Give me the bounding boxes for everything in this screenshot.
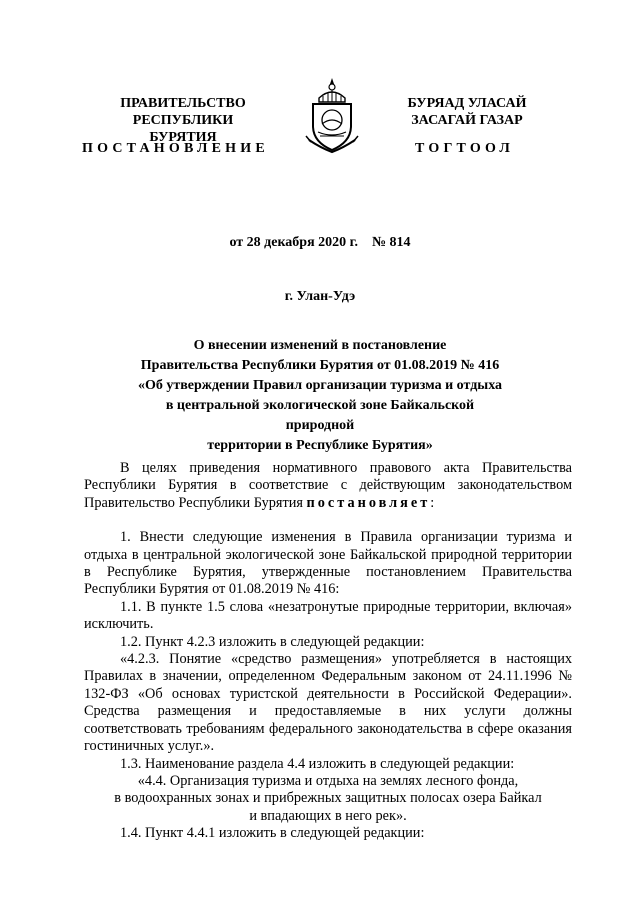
doc-type-buryat: ТОГТООЛ	[415, 141, 515, 156]
quote-line-1: «4.4. Организация туризма и отдыха на землях лесного фонда,	[137, 772, 519, 789]
paragraph-1: 1. Внести следующие изменения в Правила организации туризма и отдыха в центральной экологической зоне Байкальской природной территории в Республике Бурятия, утвержденные постановлением Правительства Республики Бурятия от 01.08.2019 № 416:	[84, 529, 572, 598]
resolves-word: постановляет	[306, 494, 431, 511]
preamble-text: В целях приведения нормативного правового акта Правительства Республики Бурятия в соответствие с действующим законодательством Правительство Республики Бурятия	[84, 460, 572, 511]
title-line-2: Правительства Республики Бурятия от 01.08.2019 № 416	[140, 358, 500, 373]
document-title	[130, 336, 510, 456]
date-and-number: от 28 декабря 2020 г. № 814	[229, 235, 411, 250]
issuer-buryat-line-2: ЗАСАГАЙ ГАЗАР	[411, 113, 523, 128]
paragraph-1-4: 1.4. Пункт 4.4.1 изложить в следующей редакции:	[120, 825, 425, 842]
doc-type-russian: ПОСТАНОВЛЕНИЕ	[82, 141, 269, 156]
coat-of-arms-icon	[301, 76, 363, 156]
issuer-line-1: ПРАВИТЕЛЬСТВО	[120, 96, 246, 111]
title-line-1: О внесении изменений в постановление	[193, 338, 447, 353]
quote-line-2: в водоохранных зонах и прибрежных защитных полосах озера Байкал	[114, 790, 542, 807]
paragraph-1-3: 1.3. Наименование раздела 4.4 изложить в следующей редакции:	[120, 755, 515, 772]
city: г. Улан-Удэ	[284, 289, 356, 304]
title-line-3: «Об утверждении Правил организации туризма и отдыха	[137, 378, 503, 393]
preamble: В целях приведения нормативного правового акта Правительства Республики Бурятия в соответствие с действующим законодательством Правительство Республики Бурятия постановляет:	[84, 460, 572, 511]
title-line-5: территории в Республике Бурятия»	[207, 438, 433, 453]
issuer-name-buryat	[392, 95, 542, 129]
document-body	[84, 460, 572, 843]
paragraph-1-1: 1.1. В пункте 1.5 слова «незатронутые природные территории, включая» исключить.	[84, 598, 572, 633]
quote-line-3: и впадающих в него рек».	[249, 807, 407, 824]
issuer-buryat-line-1: БУРЯАД УЛАСАЙ	[407, 96, 527, 111]
issuer-line-2: РЕСПУБЛИКИ БУРЯТИЯ	[132, 113, 234, 145]
title-line-4: в центральной экологической зоне Байкальской природной	[165, 398, 475, 433]
paragraph-1-2-quote: «4.2.3. Понятие «средство размещения» употребляется в настоящих Правилах в значении, определенном Федеральным законом от 24.11.1996 № 132-ФЗ «Об основах туристской деятельности в Российской Федерации». Средства размещения и предоставляемые в них услуги должны соответствовать требованиям федерального законодательства в сфере оказания гостиничных услуг.».	[84, 651, 572, 755]
paragraph-1-2: 1.2. Пункт 4.2.3 изложить в следующей редакции:	[120, 633, 425, 650]
issuer-name-russian	[98, 95, 268, 146]
